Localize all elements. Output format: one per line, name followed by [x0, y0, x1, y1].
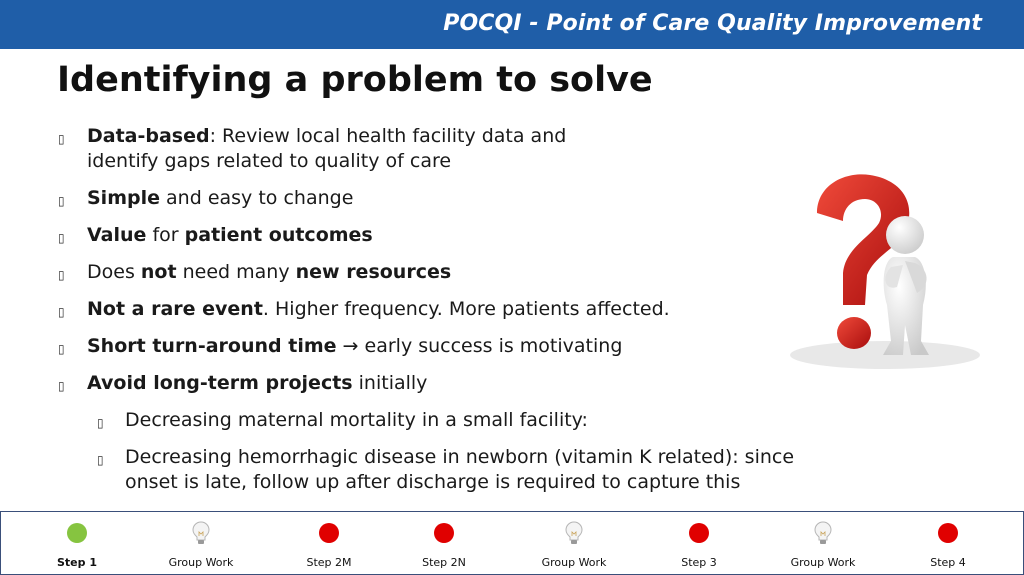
bullet-value: [58, 223, 858, 248]
bullet-simple: [58, 186, 858, 211]
bullet-marker-icon: ▯: [58, 342, 65, 356]
bullet-text: Does not need many new resources: [87, 261, 452, 283]
step-label: Step 2N: [422, 556, 466, 569]
header-bar: [0, 0, 1024, 49]
question-mark-person-icon: [765, 165, 987, 383]
bullet-marker-icon: ▯: [97, 453, 104, 467]
bullet-list: [58, 124, 858, 495]
bullet-text: Not a rare event. Higher frequency. More patients affected.: [87, 298, 670, 320]
bullet-text: Simple and easy to change: [87, 187, 354, 209]
sub-bullet-maternal: [58, 408, 858, 433]
arrow-right-icon: →: [336, 335, 365, 357]
progress-bar: [0, 511, 1024, 575]
bullet-marker-icon: ▯: [58, 132, 65, 146]
step-item[interactable]: [644, 512, 754, 574]
bullet-text: Data-based: Review local health facility data and identify gaps related to quality of care: [87, 125, 567, 172]
step-item[interactable]: [768, 512, 878, 574]
bullet-marker-icon: ▯: [58, 379, 65, 393]
step-label: Group Work: [168, 556, 234, 569]
header-title: POCQI - Point of Care Quality Improvement: [443, 11, 982, 36]
bullet-marker-icon: ▯: [58, 231, 65, 245]
bullet-text: Short turn-around time → early success is motivating: [87, 335, 623, 357]
bullet-avoid-long-term: [58, 371, 858, 396]
step-item[interactable]: [22, 512, 132, 574]
sub-bullet-hemorrhagic: [58, 445, 858, 495]
bullet-not-rare: [58, 297, 858, 322]
lightbulb-icon: [192, 521, 210, 545]
step-item[interactable]: [519, 512, 629, 574]
bullet-text: Decreasing maternal mortality in a small facility:: [125, 409, 588, 431]
bullet-text: Value for patient outcomes: [87, 224, 373, 246]
red-dot-icon: [434, 523, 454, 543]
step-item[interactable]: [146, 512, 256, 574]
step-label: Step 4: [930, 556, 966, 569]
bullet-marker-icon: ▯: [58, 194, 65, 208]
green-dot-icon: [67, 523, 87, 543]
step-label: Step 3: [681, 556, 717, 569]
bullet-resources: [58, 260, 858, 285]
lightbulb-icon: [565, 521, 583, 545]
step-label: Group Work: [790, 556, 856, 569]
bullet-marker-icon: ▯: [58, 305, 65, 319]
step-item[interactable]: [274, 512, 384, 574]
step-item[interactable]: [893, 512, 1003, 574]
red-dot-icon: [689, 523, 709, 543]
bullet-text: Decreasing hemorrhagic disease in newborn (vitamin K related): since onset is late, follow up after discharge is required to capture this: [125, 446, 795, 493]
bullet-marker-icon: ▯: [97, 416, 104, 430]
step-label: Step 1: [57, 556, 97, 569]
lightbulb-icon: [814, 521, 832, 545]
step-label: Group Work: [541, 556, 607, 569]
red-dot-icon: [319, 523, 339, 543]
slide-title: Identifying a problem to solve: [57, 60, 653, 100]
red-dot-icon: [938, 523, 958, 543]
bullet-data-based: [58, 124, 858, 174]
bullet-turnaround: [58, 334, 858, 359]
step-item[interactable]: [389, 512, 499, 574]
step-label: Step 2M: [306, 556, 352, 569]
bullet-text: Avoid long-term projects initially: [87, 372, 428, 394]
bullet-marker-icon: ▯: [58, 268, 65, 282]
